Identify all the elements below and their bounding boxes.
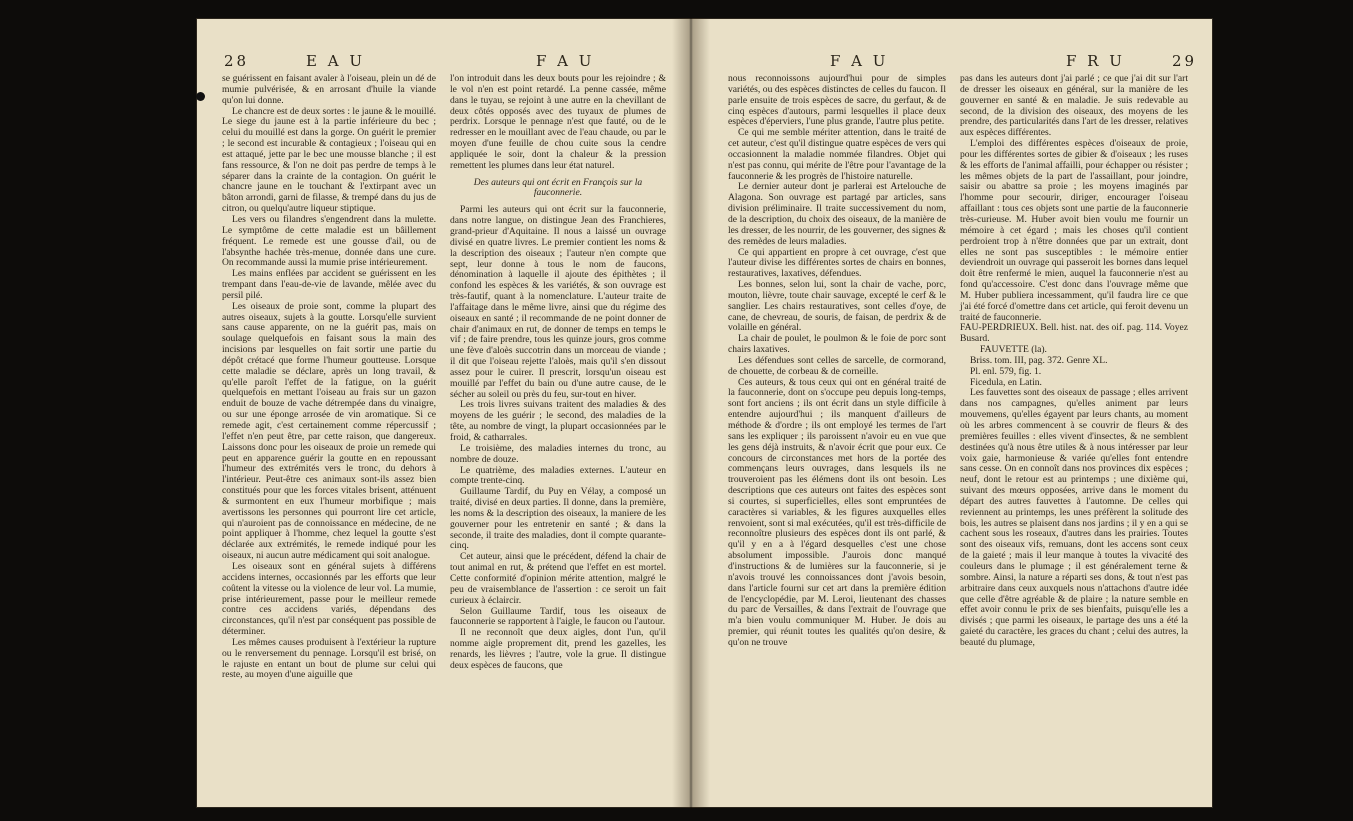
section-heading: Des auteurs qui ont écrit en François sur la fauconnerie. (473, 176, 643, 199)
paragraph: Selon Guillaume Tardif, tous les oiseaux de fauconnerie se rapportent à l'aigle, le faucon ou l'autour. (450, 605, 666, 628)
paragraph: Les oiseaux de proie sont, comme la plupart des autres oiseaux, sujets à la goutte. Lorsqu'elle survient sans cause apparente, on ne la guérit pas, mais on soulage quelquefois en faisant sous la main des incisions par lesquelles on fait sortir une partie du dépôt crétacé que forme l'humeur goutteuse. Lorsque cette maladie se déclare, après un long travail, & qu'elle paroît l'effet de la fatigue, on la guérit quelquefois en mettant l'oiseau au frais sur un gazon enduit de bouze de vache détrempée dans du vinaigre, ou sur une éponge arrosée de vin aromatique. Si ce remede agit, c'est certainement comme répercussif ; l'effet n'en peut être, par cette raison, que dangereux. Laissons donc pour les oiseaux de proie un remede qui peut en apparence guérir la goutte en en repoussant l'humeur des extrémités vers le tronc, du dehors à l'intérieur. Peut-être ces animaux sont-ils assez bien constitués pour que les forces vitales brisent, atténuent & surmontent en eux l'humeur morbifique ; mais avertissons les personnes qui pourront lire cet article, qui n'auroient pas de connoissance en médecine, de ne point appliquer à l'homme, chez lequel la goutte s'est déclarée aux extrémités, le remede indiqué pour les oiseaux, ni aucun autre médicament qui soit analogue. (222, 300, 436, 562)
right-left-running-head: F A U (830, 52, 889, 70)
book-gutter (672, 18, 710, 808)
right-running-head: F R U (1066, 52, 1125, 70)
paragraph: L'emploi des différentes espèces d'oiseaux de proie, pour les différentes sortes de gibier & d'oiseaux ; les ruses & les efforts de l'animal affailli, pour échapper ou résister ; les mêmes objets de la part de l'assaillant, pour joindre, saisir ou abattre sa proie ; les moyens imaginés par l'homme pour secourir, diriger, encourager l'oiseau affaillant : tous ces objets sont une partie de la fauconnerie très-curieuse. M. Huber avoit bien voulu me fournir un mémoire à cet égard ; mais les choses qu'il contient perdroient trop à n'être données que par un extrait, dont elles ne sont pas susceptibles : le mémoire entier deviendroit un ouvrage qui passeroit les bornes dans lequel doit être renfermé le mien, auquel la fauconnerie n'est au fond qu'accessoire. C'est donc dans l'ouvrage même que M. Huber publiera incessamment, qu'il faudra lire ce que j'ai été forcé d'omettre dans cet article, qui feroit devenu un traité de fauconnerie. (960, 138, 1188, 323)
paragraph: Le chancre est de deux sortes : le jaune & le mouillé. Le siege du jaune est à la partie inférieure du bec ; celui du mouillé est dans la gorge. On guérit le premier ; le second est incurable & contagieux ; l'oiseau qui en est attaqué, jette par le bec une mousse blanche ; il est fans ressource, & l'on ne doit pas perdre de temps à le séparer dans la crainte de la contagion. On guérit le chancre jaune en le touchant & l'extirpant avec un bâton arrondi, garni de filasse, & trempé dans du jus de citron, ou quelqu'autre liqueur stiptique. (222, 105, 436, 215)
left-right-running-head: F A U (536, 52, 595, 70)
paragraph: Les défendues sont celles de sarcelle, de cormorand, de chouette, de corbeau & de corneille. (728, 354, 946, 377)
paragraph: La chair de poulet, le poulmon & le foie de porc sont chairs laxatives. (728, 333, 946, 356)
right-page-number: 29 (1172, 52, 1198, 70)
paragraph: Ces auteurs, & tous ceux qui ont en général traité de la fauconnerie, dont on s'occupe peu depuis long-temps, sont fort anciens ; ils ont écrit dans un style difficile à entendre aujourd'hui ; ils manquent d'ailleurs de méthode & d'ordre ; ils ont employé les termes de l'art sans les expliquer ; ils paroissent n'avoir eu en vue que les gens déjà instruits, & n'avoir écrit que pour eux. Ce concours de circonstances met hors de la portée des commençans leurs ouvrages, dans lesquels ils ne trouveroient pas les élémens dont ils ont besoin. Les descriptions que ces auteurs ont faites des espèces sont si courtes, si superficielles, elles sont empruntées de caractères si variables, & les figures auxquelles elles renvoient, sont si mal exécutées, qu'il est très-difficile de reconnoître plusieurs des espèces dont ils ont parlé, & qu'il y en a à l'égard desquelles c'est une chose absolument impossible. J'aurois donc manqué d'instructions & de lumières sur la fauconnerie, si je n'avois trouvé les connoissances dont j'avois besoin, dans l'article fourni sur cet art dans la première édition de l'encyclopédie, par M. Leroi, lieutenant des chasses du parc de Versailles, & dans l'extrait de l'ouvrage que m'a bien voulu communiquer M. Huber. Je dois au premier, qui réunit toutes les qualités qu'on desire, & qu'on ne trouve (728, 376, 946, 648)
paragraph: pas dans les auteurs dont j'ai parlé ; ce que j'ai dit sur l'art de dresser les oiseaux en général, sur la manière de les gouverner en santé & en maladie. Je suis redevable au second, de la division des oiseaux, des moyens de les prendre, des particularités dans l'art de les dresser, relatives aux espèces différentes. (960, 73, 1188, 139)
right-page (710, 18, 1213, 808)
reference-line: Briss. tom. III, pag. 372. Genre XL. (970, 354, 1108, 366)
paragraph: Le troisième, des maladies internes du tronc, au nombre de douze. (450, 442, 666, 465)
paragraph: Cet auteur, ainsi que le précédent, défend la chair de tout animal en rut, & prétend que l'effet en est mortel. Cette conformité d'opinion mérite attention, malgré le peu de vraisemblance de l'assertion : ce seroit un fait curieux à éclaircir. (450, 551, 666, 606)
paragraph: Les fauvettes sont des oiseaux de passage ; elles arrivent dans nos campagnes, qu'elles animent par leurs mouvemens, qu'elles égayent par leurs chants, au moment où les arbres commencent à se couvrir de fleurs & des premières feuilles : elles vivent d'insectes, & ne semblent destinées qu'à nous être utiles & à nous intéresser par leur voix gaie, harmonieuse & variée qu'elles font entendre sans cesse. On en connoît dans nos provinces dix espèces ; neuf, dont le retour est au printemps ; une dixième qui, suivant des mœurs opposées, arrive dans le moment du départ des autres fauvettes à l'automne. De celles qui reviennent au printemps, les unes préfèrent la solitude des bois, les autres se plaisent dans nos jardins ; il y en a qui se cachent sous les roseaux, d'autres dans les prairies. Toutes sont des oiseaux vifs, remuans, dont les accens sont ceux de la gaieté ; mais il leur manque à toutes la vivacité des couleurs dans le plumage ; il est généralement terne & sombre. Ainsi, la nature a réparti ses dons, & tout n'est pas arbitraire dans ceux auxquels nous n'attachons d'autre idée que celle d'être agréable & de plaire ; la nature semble en effet avoir connu le prix de ses bienfaits, puisqu'elle les a divisés ; que parmi les oiseaux, le partage des uns a été la gaieté du caractère, les graces du chant ; celui des autres, la beauté du plumage, (960, 387, 1188, 648)
paragraph: l'on introduit dans les deux bouts pour les rejoindre ; & le vol n'en est point retardé. La penne cassée, même dans le tuyau, se rejoint à une autre en la chevillant de deux côtés opposés avec des tuyaux de plumes de perdrix. Lorsque le pennage n'est que fauté, ou de le redresser en le mouillant avec de l'eau chaude, ou par le moyen d'une feuille de chou cuite sous la cendre appliquée le soir, dont la chaleur & la pression remettent les plumes dans leur état naturel. (450, 73, 666, 171)
paragraph: Les vers ou filandres s'engendrent dans la mulette. Le symptôme de cette maladie est un bâillement fréquent. Le remede est une gousse d'ail, ou de l'absynthe hachée très-menue, donnée dans une cure. On recommande aussi la mumie prise intérieurement. (222, 213, 436, 269)
paragraph: Les trois livres suivans traitent des maladies & des moyens de les guérir ; le second, des maladies de la tête, au nombre de vingt, la plupart occasionnées par le froid, & catharrales. (450, 399, 666, 443)
left-page-column-1 (222, 74, 436, 681)
reference-line: Pl. enl. 579, fig. 1. (970, 365, 1042, 377)
entry-heading: FAUVETTE (la). (980, 344, 1047, 356)
paragraph: Parmi les auteurs qui ont écrit sur la fauconnerie, dans notre langue, on distingue Jean des Franchieres, grand-prieur d'Aquitaine. Il nous a laissé un ouvrage divisé en quatre livres. Le premier contient les noms & la description des oiseaux ; l'auteur n'en compte que sept, leur donne à tous le nom de faucons, dénomination à laquelle il ajoute des épithètes ; il confond les espèces & les variétés, & son ouvrage est très-fautif, quant à la nomenclature. L'auteur traite de l'affaitage dans le même livre, ainsi que du régime des oiseaux en santé ; il recommande de ne point donner de chair d'animaux en rut, de donner de temps en temps le vif ; de faire prendre, tous les quinze jours, gros comme une fève d'aloès succotrin dans un morceau de viande ; il dit que l'oiseau rejette l'aloès, mais qu'il s'en dissout assez pour le cuirer. Il prescrit, lorsqu'un oiseau est mouillé par l'effet du bain ou d'une autre cause, de le sécher au soleil ou près du feu, sur-tout en hiver. (450, 204, 666, 400)
left-page-number: 28 (224, 52, 250, 70)
book-spread (196, 18, 1213, 808)
left-running-head: E A U (306, 52, 365, 70)
paragraph: Le dernier auteur dont je parlerai est Artelouche de Alagona. Son ouvrage est partagé par articles, sans division préliminaire. Il traite successivement du nom, de la description, du choix des oiseaux, de la manière de les dresser, de les nourrir, de les gouverner, des signes & des remèdes de leurs maladies. (728, 181, 946, 247)
reference-line: Ficedula, en Latin. (970, 376, 1042, 388)
entry-heading: FAU-PERDRIEUX. Bell. hist. nat. des oif. pag. 114. Voyez Busard. (960, 322, 1189, 345)
paragraph: nous reconnoissons aujourd'hui pour de simples variétés, ou des espèces distinctes de celles du faucon. Il parle ensuite de trois espèces de sacre, du gerfaut, & de cinq espèces d'autours, parmi lesquelles il place deux espèces d'éperviers, l'une plus grande, l'autre plus petite. (728, 73, 946, 128)
left-page-column-2 (450, 74, 666, 672)
right-page-column-2 (960, 74, 1188, 649)
paragraph: Le quatrième, des maladies externes. L'auteur en compte trente-cinq. (450, 464, 666, 487)
paragraph: Ce qui appartient en propre à cet ouvrage, c'est que l'auteur divise les différentes sortes de chairs en bonnes, restauratives, laxatives, défendues. (728, 246, 946, 280)
paragraph: Il ne reconnoît que deux aigles, dont l'un, qu'il nomme aigle proprement dit, prend les gazelles, les renards, les lièvres ; l'autre, vole la grue. Il distingue deux espèces de faucons, que (450, 627, 666, 671)
paragraph: se guérissent en faisant avaler à l'oiseau, plein un dé de mumie pulvérisée, & en arrosant d'huile la viande qu'on lui donne. (222, 73, 436, 106)
paragraph: Les mains enflées par accident se guérissent en les trempant dans l'eau-de-vie de lavande, mêlée avec du persil pilé. (222, 268, 436, 301)
right-page-column-1 (728, 74, 946, 649)
paragraph: Les bonnes, selon lui, sont la chair de vache, porc, mouton, lièvre, toute chair sauvage, excepté le cerf & le sanglier. Les chairs restauratives, sont celles d'oye, de cane, de chevreau, de souris, de faisan, de perdrix & de volaille en général. (728, 279, 946, 334)
paragraph: Les oiseaux sont en général sujets à différens accidens internes, occasionnés par les efforts que leur coûtent la vitesse ou la violence de leur vol. La mumie, prise intérieurement, passe pour le meilleur remede contre ces accidens variés, dépendans des circonstances, qu'il n'est par conséquent pas possible de déterminer. (222, 560, 436, 638)
paragraph: Guillaume Tardif, du Puy en Vélay, a composé un traité, divisé en deux parties. Il donne, dans la première, les noms & la description des oiseaux, la maniere de les gouverner pour les entretenir en santé ; & dans la seconde, il traite des maladies, dont il compte quarante-cinq. (450, 486, 666, 552)
left-page (196, 18, 690, 808)
binding-marker (196, 92, 205, 101)
paragraph: Les mêmes causes produisent à l'extérieur la rupture ou le renversement du pennage. Lorsqu'il est brisé, on le rajuste en entant un bout de plume sur celui qui reste, au moyen d'une aiguille que (222, 636, 436, 681)
paragraph: Ce qui me semble mériter attention, dans le traité de cet auteur, c'est qu'il distingue quatre espèces de vers qui occasionnent la maladie nommée filandres. Objet qui n'est pas connu, qui mérite de l'être pour l'avantage de la fauconnerie & les progrès de l'histoire naturelle. (728, 127, 946, 182)
